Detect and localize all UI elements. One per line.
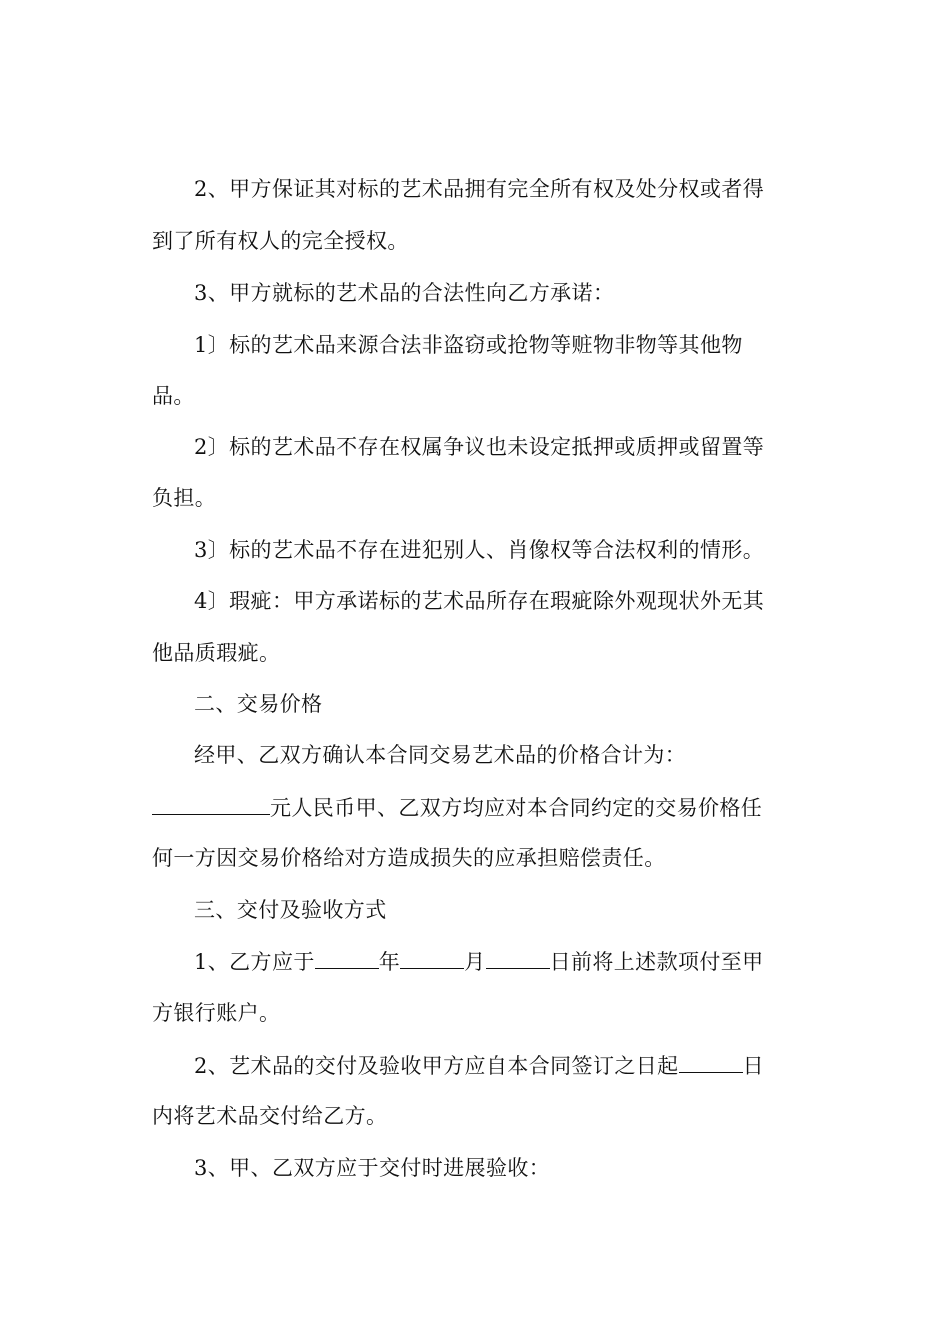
paragraph-line (194, 946, 764, 977)
paragraph-line: 内将艺术品交付给乙方。 (152, 1104, 388, 1128)
paragraph-text: 年 (378, 950, 401, 974)
paragraph-line: 到了所有权人的完全授权。 (152, 229, 409, 253)
paragraph-line: 2〕标的艺术品不存在权属争议也未设定抵押或质押或留置等 (194, 435, 765, 459)
paragraph-line: 4〕瑕疵：甲方承诺标的艺术品所存在瑕疵除外观现状外无其 (194, 589, 765, 613)
paragraph-line (152, 792, 762, 823)
days-blank (679, 1050, 743, 1073)
year-blank (315, 946, 379, 969)
paragraph-line: 3〕标的艺术品不存在进犯别人、肖像权等合法权利的情形。 (194, 538, 765, 562)
price-blank (152, 792, 270, 815)
paragraph-text: 2、艺术品的交付及验收甲方应自本合同签订之日起 (194, 1054, 679, 1078)
day-blank (486, 946, 550, 969)
paragraph-line: 品。 (152, 384, 195, 408)
paragraph-line: 负担。 (152, 486, 217, 510)
paragraph-text: 日 (742, 1054, 764, 1078)
paragraph-text: 日前将上述款项付至甲 (549, 950, 764, 974)
paragraph-line: 1〕标的艺术品来源合法非盗窃或抢物等赃物非物等其他物 (194, 333, 743, 357)
paragraph-line: 3、甲方就标的艺术品的合法性向乙方承诺： (194, 281, 615, 305)
paragraph-text: 元人民币甲、乙双方均应对本合同约定的交易价格任 (270, 796, 763, 820)
paragraph-line: 方银行账户。 (152, 1001, 281, 1025)
paragraph-line: 何一方因交易价格给对方造成损失的应承担赔偿责任。 (152, 846, 666, 870)
section-heading: 三、交付及验收方式 (194, 898, 387, 922)
section-heading: 二、交易价格 (194, 692, 323, 716)
paragraph-line: 经甲、乙双方确认本合同交易艺术品的价格合计为： (194, 743, 687, 767)
paragraph-text: 月 (464, 950, 486, 974)
paragraph-line: 他品质瑕疵。 (152, 641, 281, 665)
paragraph-line (194, 1050, 764, 1081)
paragraph-line: 2、甲方保证其对标的艺术品拥有完全所有权及处分权或者得 (194, 177, 765, 201)
month-blank (400, 946, 464, 969)
paragraph-line: 3、甲、乙双方应于交付时进展验收： (194, 1156, 551, 1180)
paragraph-text: 1、乙方应于 (194, 950, 315, 974)
